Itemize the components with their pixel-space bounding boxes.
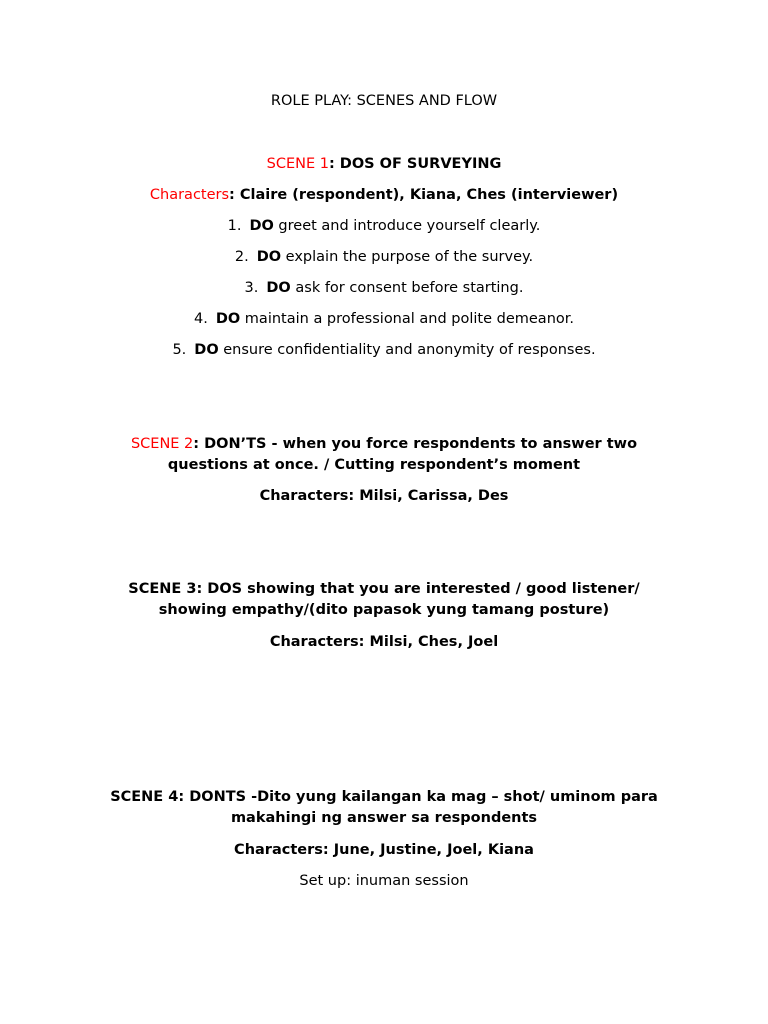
scene1-heading (0, 154, 768, 174)
list-item-number: 2. (234, 249, 249, 265)
list-item-number: 1. (227, 218, 242, 234)
list-item-text: explain the purpose of the survey. (281, 249, 534, 265)
list-item-text: greet and introduce yourself clearly. (273, 218, 541, 234)
scene3-heading-line2: showing empathy/(dito papasok yung tamang posture) (158, 602, 610, 618)
list-item-keyword: DO (266, 280, 291, 296)
scene1-title: : DOS OF SURVEYING (328, 156, 502, 172)
scene2-heading-line2: questions at once. / Cutting respondent’s moment (167, 457, 581, 473)
scene1-label: SCENE 1 (266, 156, 329, 172)
list-item-number: 3. (244, 280, 259, 296)
list-item (0, 309, 768, 329)
page-title: ROLE PLAY: SCENES AND FLOW (270, 93, 498, 109)
list-item (0, 278, 768, 298)
list-item-number: 4. (193, 311, 208, 327)
scene2-title: : DON’TS - when you force respondents to answer two (193, 436, 638, 452)
list-item-text: maintain a professional and polite demeanor. (240, 311, 574, 327)
scene3-heading-line1: SCENE 3: DOS showing that you are interested / good listener/ (128, 581, 640, 597)
scene3-characters: Characters: Milsi, Ches, Joel (269, 634, 499, 650)
list-item (0, 216, 768, 236)
scene2-label: SCENE 2 (130, 436, 194, 452)
list-item-keyword: DO (249, 218, 274, 234)
scene1-characters (0, 185, 768, 205)
list-item-keyword: DO (194, 342, 219, 358)
scene4-heading-line1: SCENE 4: DONTS -Dito yung kailangan ka mag – shot/ uminom para (110, 789, 658, 805)
scene4-heading-line2: makahingi ng answer sa respondents (230, 810, 538, 826)
scene4-setup: Set up: inuman session (299, 873, 469, 889)
scene4-characters: Characters: June, Justine, Joel, Kiana (234, 842, 534, 858)
list-item-keyword: DO (256, 249, 282, 265)
list-item (0, 340, 768, 360)
scene1-characters-label: Characters (149, 187, 230, 203)
list-item (0, 247, 768, 267)
list-item-keyword: DO (215, 311, 241, 327)
scene1-characters-list: : Claire (respondent), Kiana, Ches (interviewer) (229, 187, 619, 203)
list-item-number: 5. (172, 342, 187, 358)
scene2-characters: Characters: Milsi, Carissa, Des (259, 488, 509, 504)
list-item-text: ensure confidentiality and anonymity of responses. (218, 342, 596, 358)
scene2-heading-line1 (0, 434, 768, 454)
list-item-text: ask for consent before starting. (290, 280, 524, 296)
